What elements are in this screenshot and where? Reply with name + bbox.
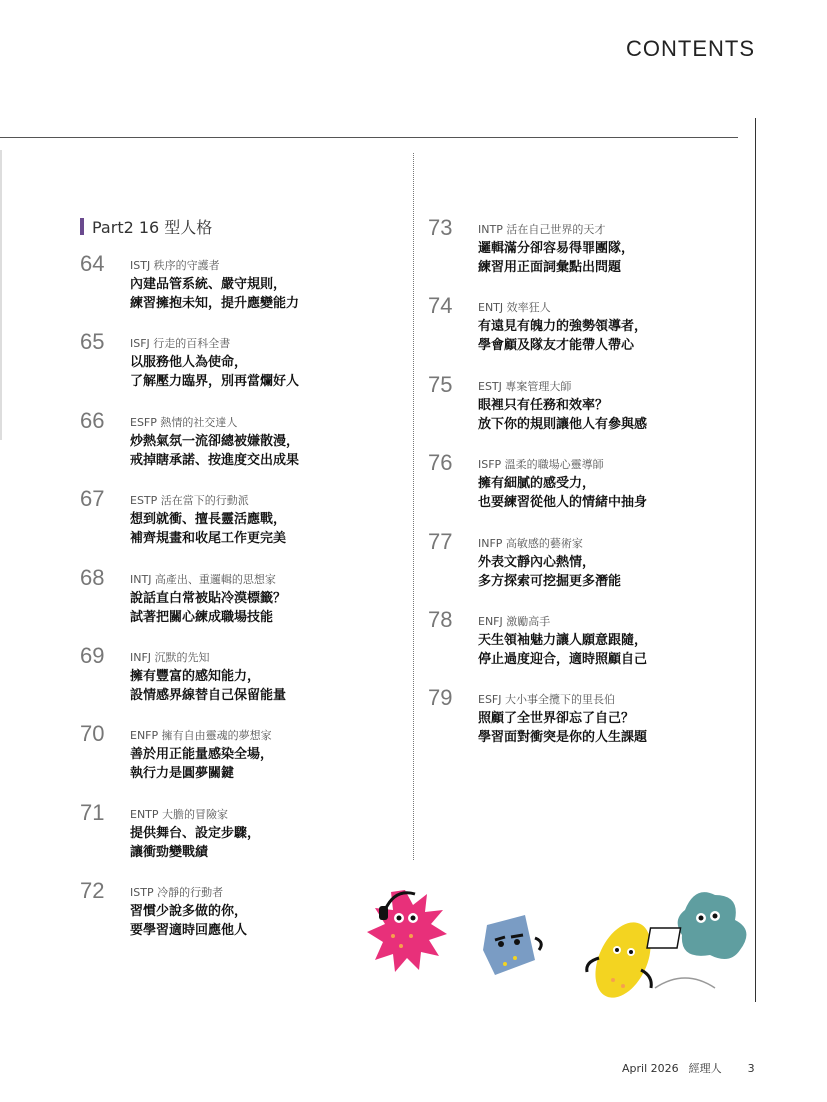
toc-page-number: 66 [80, 407, 105, 433]
toc-subtitle: ESTP 活在當下的行動派 [130, 494, 249, 508]
pink-character [367, 890, 447, 972]
toc-headline-1: 想到就衝、擅長靈活應戰， [130, 512, 287, 528]
toc-headline-1: 以服務他人為使命， [130, 355, 248, 371]
toc-headline-2: 停止過度迎合，適時照顧自己 [478, 651, 648, 667]
left-edge-rule [0, 150, 2, 440]
toc-headline-2: 多方探索可挖掘更多潛能 [478, 573, 622, 589]
toc-subtitle: ENFP 擁有自由靈魂的夢想家 [130, 729, 272, 743]
toc-headline-2: 學習面對衝突是你的人生課題 [478, 730, 648, 746]
blue-character [483, 915, 541, 975]
magazine-name: 經理人 [688, 1062, 722, 1075]
toc-subtitle: ISTJ 秩序的守護者 [130, 259, 220, 272]
toc-headline-2: 設情感界線替自己保留能量 [130, 687, 287, 703]
toc-headline-1: 提供舞台、設定步驟， [130, 825, 261, 841]
section-title: Part2 16 型人格 [92, 218, 213, 237]
toc-headline-2: 練習擁抱未知，提升應變能力 [130, 296, 300, 311]
toc-headline-2: 執行力是圓夢關鍵 [130, 766, 235, 782]
page-title: CONTENTS [626, 36, 755, 61]
toc-headline-2: 讓衝勁變戰績 [130, 844, 209, 860]
toc-headline-1: 炒熱氣氛一流卻總被嫌散漫， [130, 433, 300, 449]
page-number: 3 [747, 1062, 755, 1075]
toc-headline-1: 擁有豐富的感知能力， [130, 668, 261, 684]
toc-page-number: 74 [428, 293, 453, 319]
toc-page-number: 76 [428, 450, 453, 476]
toc-headline-1: 邏輯滿分卻容易得罪團隊， [478, 241, 635, 256]
toc-headline-1: 習慣少說多做的你， [130, 904, 248, 920]
toc-subtitle: ENTP 大膽的冒險家 [130, 807, 229, 821]
toc-subtitle: ISTP 冷靜的行動者 [130, 886, 224, 900]
toc-subtitle: ENTJ 效率狂人 [478, 301, 551, 315]
toc-subtitle: INFJ 沉默的先知 [130, 650, 210, 664]
toc-subtitle: ESFP 熱情的社交達人 [130, 415, 238, 429]
toc-headline-2: 放下你的規則讓他人有參與感 [478, 416, 648, 432]
toc-subtitle: INTP 活在自己世界的天才 [478, 223, 606, 236]
section-bar [80, 218, 84, 235]
section-heading [80, 215, 212, 238]
toc-headline-2: 戒掉瞎承諾、按進度交出成果 [130, 452, 300, 468]
toc-page-number: 75 [428, 371, 453, 397]
toc-subtitle: ISFJ 行走的百科全書 [130, 337, 231, 351]
page-footer [622, 1060, 755, 1076]
toc-headline-1: 內建品管系統、嚴守規則， [130, 277, 287, 292]
toc-headline-1: 眼裡只有任務和效率？ [478, 397, 609, 413]
toc-subtitle: ESTJ 專案管理大師 [478, 379, 572, 393]
toc-page-number: 64 [80, 251, 105, 276]
toc-headline-2: 要學習適時回應他人 [130, 923, 248, 939]
toc-headline-2: 了解壓力臨界，別再當爛好人 [130, 374, 300, 390]
character-illustration [355, 880, 755, 1010]
toc-subtitle: INFP 高敏感的藝術家 [478, 536, 583, 550]
toc-page-number: 68 [80, 564, 105, 590]
toc-page-number: 65 [80, 329, 105, 355]
toc-headline-1: 善於用正能量感染全場， [130, 747, 274, 763]
teal-character [647, 892, 746, 959]
toc-subtitle: INTJ 高產出、重邏輯的思想家 [130, 572, 276, 586]
issue-date: April 2026 [622, 1062, 679, 1075]
top-divider [0, 137, 738, 138]
toc-headline-1: 照顧了全世界卻忘了自己？ [478, 711, 635, 727]
column-divider [413, 153, 414, 860]
toc-headline-2: 學會顧及隊友才能帶人帶心 [478, 338, 635, 354]
toc-page-number: 79 [428, 685, 453, 711]
toc-page-number: 73 [428, 215, 453, 240]
toc-subtitle: ESFJ 大小事全攬下的里長伯 [478, 693, 615, 707]
toc-page-number: 67 [80, 486, 105, 512]
toc-page-number: 78 [428, 606, 453, 632]
toc-headline-2: 也要練習從他人的情緒中抽身 [478, 495, 648, 511]
toc-headline-2: 補齊規畫和收尾工作更完美 [130, 531, 287, 547]
toc-page-number: 72 [80, 878, 105, 904]
toc-headline-2: 試著把關心練成職場技能 [130, 609, 274, 625]
toc-subtitle: ENFJ 激勵高手 [478, 614, 551, 628]
toc-headline-2: 練習用正面詞彙點出問題 [478, 260, 622, 275]
toc-headline-1: 有遠見有魄力的強勢領導者， [478, 319, 648, 335]
toc-page-number: 71 [80, 799, 105, 825]
toc-headline-1: 說話直白常被貼冷漠標籤？ [130, 590, 287, 606]
toc-headline-1: 外表文靜內心熱情， [478, 554, 596, 570]
toc-page-number: 77 [428, 528, 453, 554]
right-rule [755, 118, 756, 1002]
toc-headline-1: 擁有細膩的感受力， [478, 476, 596, 492]
toc-page-number: 69 [80, 642, 105, 668]
toc-headline-1: 天生領袖魅力讓人願意跟隨， [478, 632, 648, 648]
toc-subtitle: ISFP 溫柔的職場心靈導師 [478, 458, 604, 472]
toc-page-number: 70 [80, 721, 105, 747]
